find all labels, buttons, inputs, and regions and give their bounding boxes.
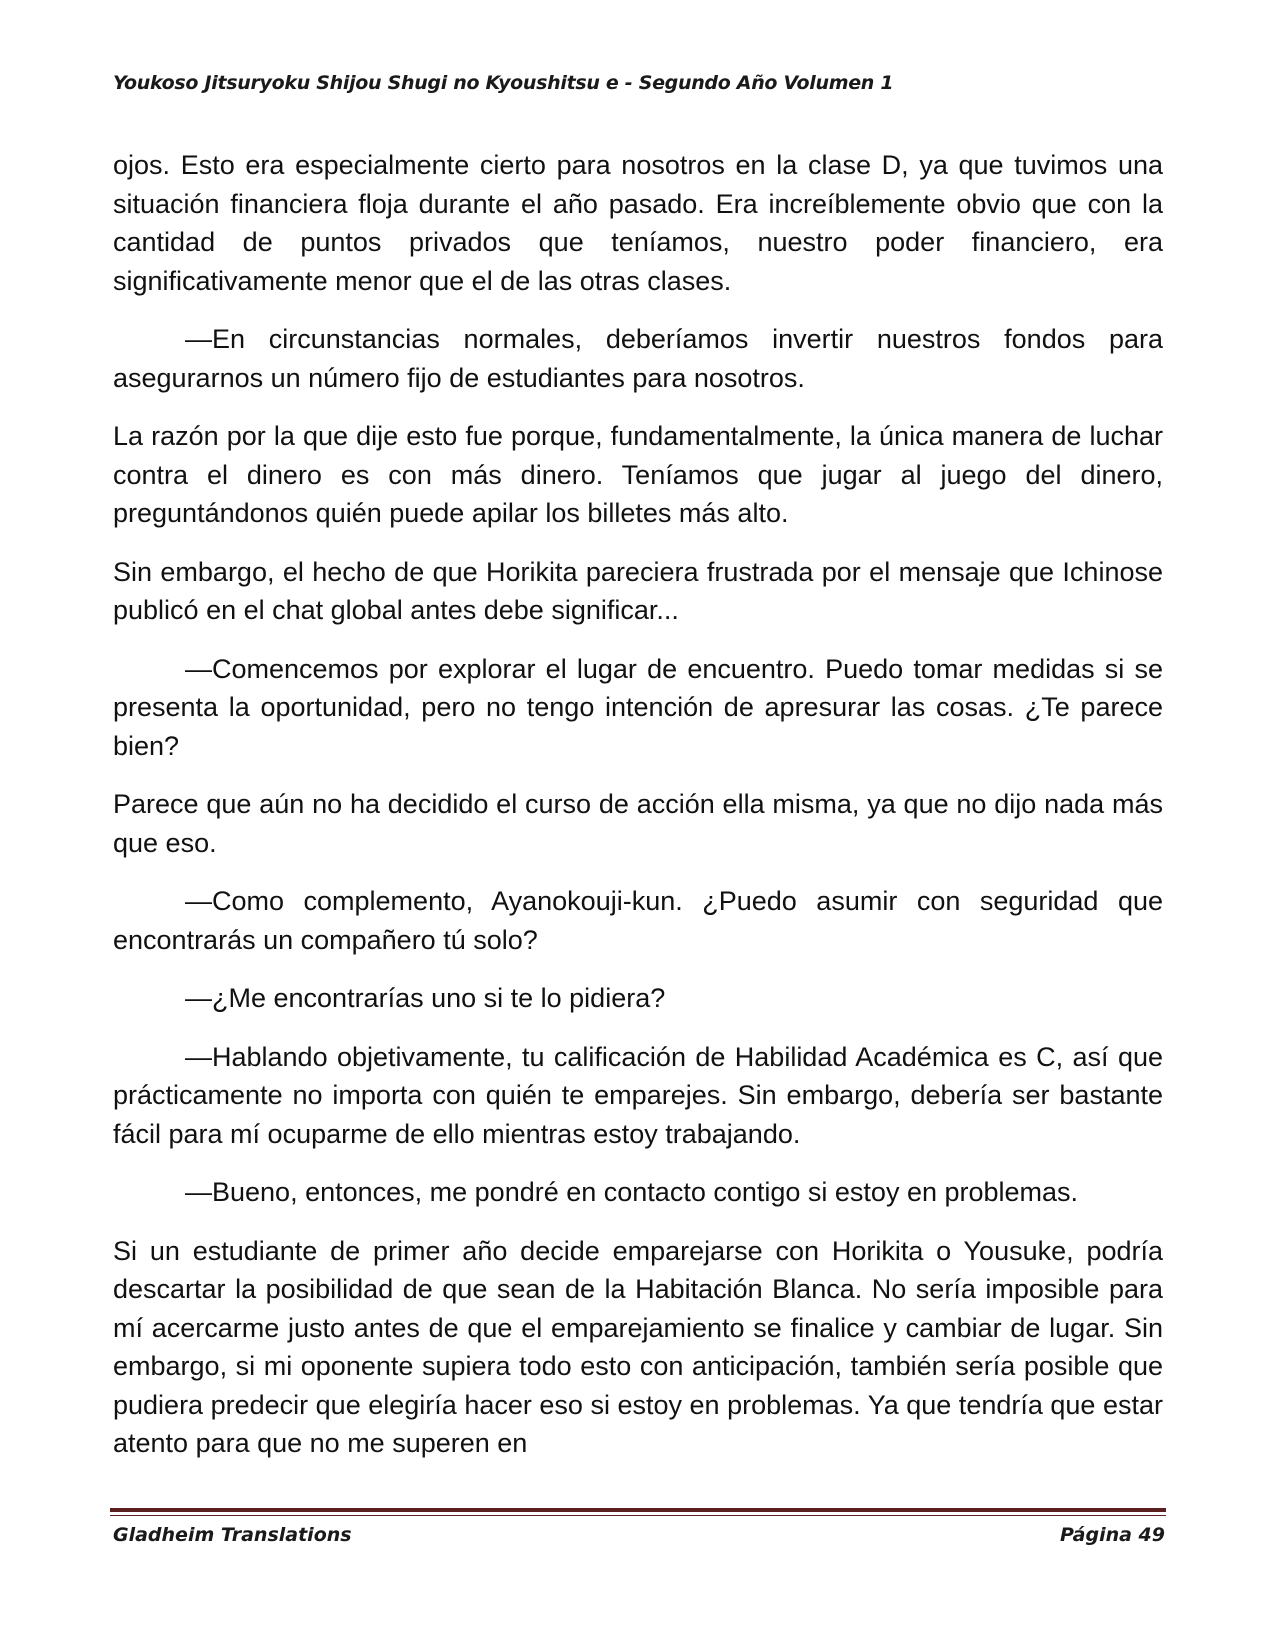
dialogue-paragraph: —¿Me encontrarías uno si te lo pidiera? — [185, 983, 666, 1013]
running-header: Youkoso Jitsuryoku Shijou Shugi no Kyoushitsu e - Segundo Año Volumen 1 — [113, 72, 894, 94]
dialogue-paragraph: —Como complemento, Ayanokouji-kun. ¿Puedo asumir con seguridad que encontrarás un compañero tú solo? — [113, 886, 1163, 955]
dialogue-paragraph: —Bueno, entonces, me pondré en contacto contigo si estoy en problemas. — [185, 1177, 1079, 1207]
paragraph: Si un estudiante de primer año decide emparejarse con Horikita o Yousuke, podría descartar la posibilidad de que sean de la Habitación Blanca. No sería imposible para mí acercarme justo antes de que el emparejamiento se finalice y cambiar de lugar. Sin embargo, si mi oponente supiera todo esto con anticipación, también sería posible que pudiera predecir que elegiría hacer eso si estoy en problemas. Ya que tendría que estar atento para que no me superen en — [113, 1235, 1163, 1458]
page-number: Página 49 — [1059, 1524, 1165, 1546]
page-body — [113, 146, 1163, 1463]
paragraph: Sin embargo, el hecho de que Horikita pareciera frustrada por el mensaje que Ichinose publicó en el chat global antes debe significar... — [113, 556, 1163, 625]
dialogue-paragraph: —En circunstancias normales, deberíamos invertir nuestros fondos para asegurarnos un número fijo de estudiantes para nosotros. — [113, 324, 1163, 393]
paragraph: La razón por la que dije esto fue porque, fundamentalmente, la única manera de luchar contra el dinero es con más dinero. Teníamos que jugar al juego del dinero, preguntándonos quién puede apilar los billetes más alto. — [113, 421, 1163, 528]
footer-credit: Gladheim Translations — [113, 1524, 352, 1546]
dialogue-paragraph: —Comencemos por explorar el lugar de encuentro. Puedo tomar medidas si se presenta la oportunidad, pero no tengo intención de apresurar las cosas. ¿Te parece bien? — [113, 653, 1163, 761]
dialogue-paragraph: —Hablando objetivamente, tu calificación de Habilidad Académica es C, así que prácticamente no importa con quién te emparejes. Sin embargo, debería ser bastante fácil para mí ocuparme de ello mientras estoy trabajando. — [113, 1041, 1163, 1149]
footer-divider-thin — [110, 1515, 1166, 1516]
footer-divider — [110, 1508, 1166, 1512]
paragraph: ojos. Esto era especialmente cierto para nosotros en la clase D, ya que tuvimos una situación financiera floja durante el año pasado. Era increíblemente obvio que con la cantidad de puntos privados que teníamos, nuestro poder financiero, era significativamente menor que el de las otras clases. — [113, 150, 1163, 296]
paragraph: Parece que aún no ha decidido el curso de acción ella misma, ya que no dijo nada más que eso. — [113, 789, 1163, 858]
